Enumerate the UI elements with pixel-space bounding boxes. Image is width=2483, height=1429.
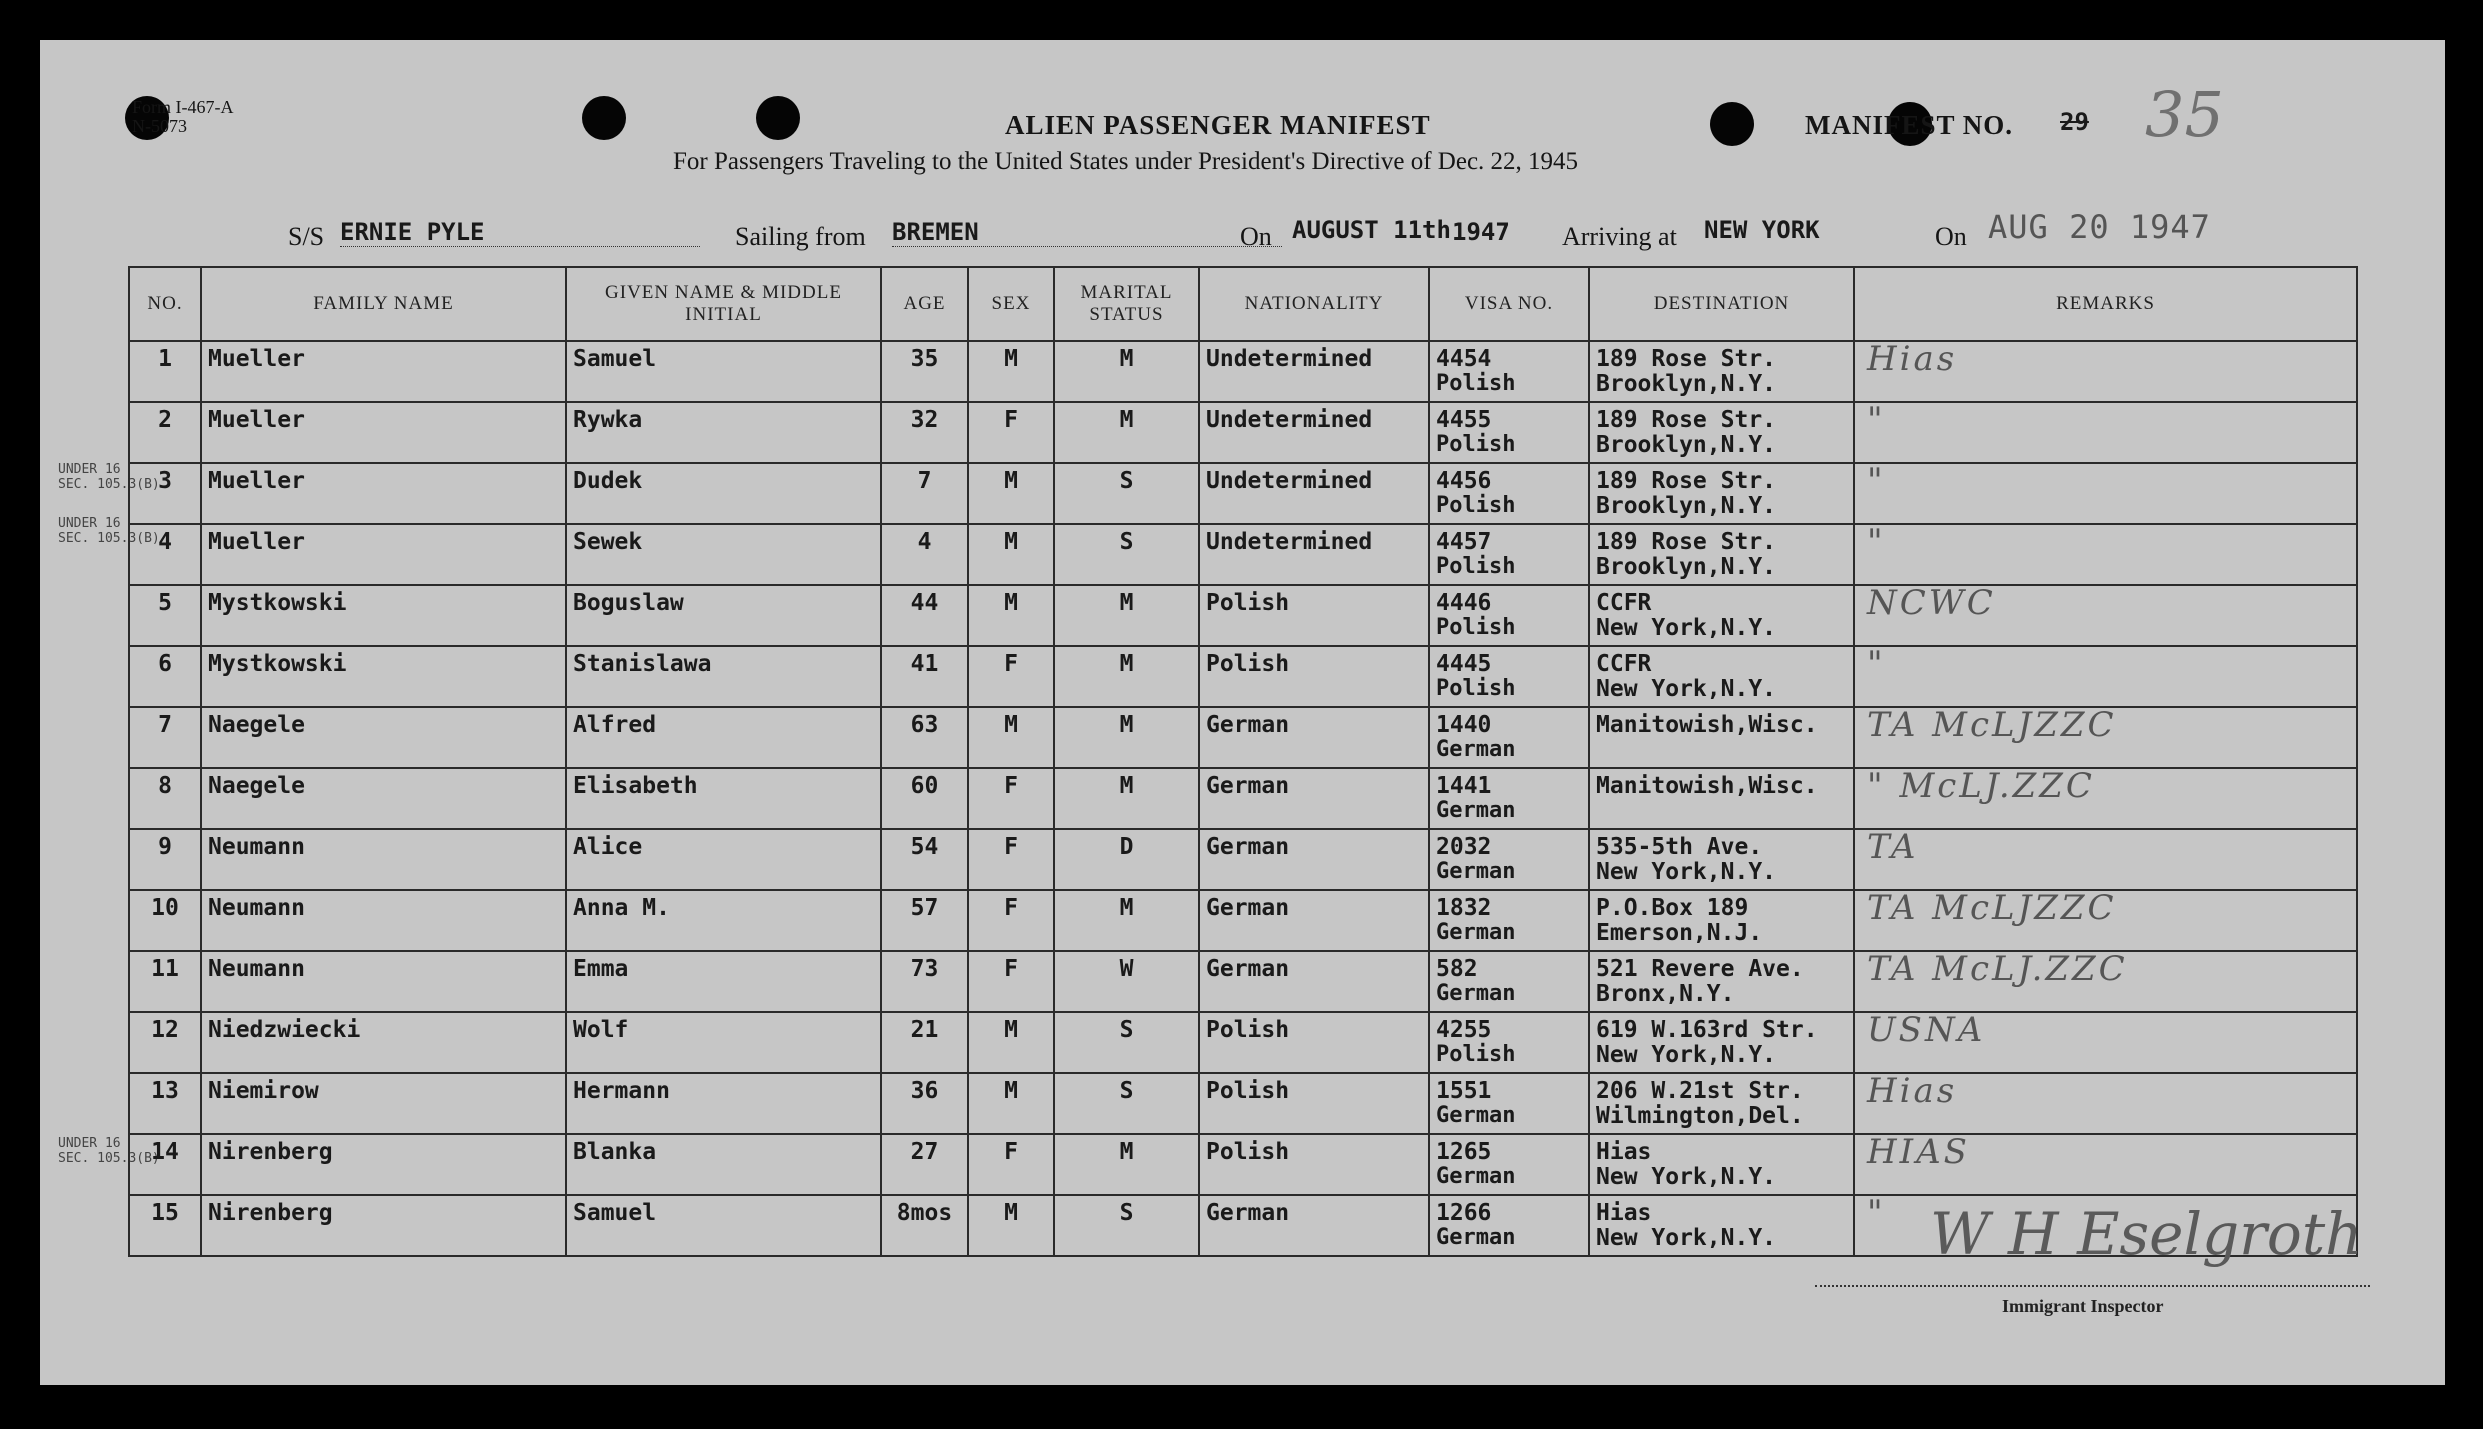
visa-nationality: German	[1436, 737, 1516, 762]
row-number-cell: 12	[129, 1012, 201, 1073]
destination-line-2: Brooklyn,N.Y.	[1596, 432, 1777, 458]
table-row	[129, 1134, 2357, 1195]
destination-line-1: 189 Rose Str.	[1596, 407, 1777, 433]
remarks-cell	[1854, 524, 2357, 585]
age-cell: 41	[881, 646, 968, 707]
visa-nationality: Polish	[1436, 493, 1516, 518]
sex-cell: M	[968, 1012, 1054, 1073]
destination-line-2: New York,N.Y.	[1596, 1225, 1777, 1251]
given-name-cell: Elisabeth	[566, 768, 881, 829]
destination-line-2: New York,N.Y.	[1596, 615, 1777, 641]
col-age: AGE	[881, 267, 968, 341]
manifest-no: 29	[2060, 108, 2089, 136]
age-cell: 7	[881, 463, 968, 524]
family-name-cell: Neumann	[201, 951, 566, 1012]
visa-nationality: German	[1436, 1103, 1516, 1128]
nationality-cell: Undetermined	[1199, 341, 1429, 402]
col-visa-no: VISA NO.	[1429, 267, 1589, 341]
col-no: NO.	[129, 267, 201, 341]
destination-line-1: Hias	[1596, 1139, 1652, 1165]
visa-no-cell	[1429, 524, 1589, 585]
manifest-no-handwritten: 35	[2145, 78, 2224, 151]
table-header	[129, 267, 2357, 341]
nationality-cell: Undetermined	[1199, 524, 1429, 585]
remarks-cell	[1854, 646, 2357, 707]
destination-line-1: Manitowish,Wisc.	[1596, 773, 1818, 799]
marital-status-cell: S	[1054, 524, 1199, 585]
table-row	[129, 341, 2357, 402]
sailing-from-label: Sailing from	[735, 222, 866, 251]
table-row	[129, 951, 2357, 1012]
destination-cell	[1589, 524, 1854, 585]
sex-cell: F	[968, 768, 1054, 829]
destination-line-2: Brooklyn,N.Y.	[1596, 371, 1777, 397]
family-name-cell: Nirenberg	[201, 1195, 566, 1256]
remarks-handwritten: TA McLJZZC	[1867, 890, 2117, 928]
visa-number: 4456	[1436, 468, 1492, 494]
punch-hole	[582, 96, 626, 140]
visa-no-cell	[1429, 1195, 1589, 1256]
destination-cell	[1589, 585, 1854, 646]
remarks-cell	[1854, 1134, 2357, 1195]
family-name-cell: Nirenberg	[201, 1134, 566, 1195]
visa-nationality: German	[1436, 798, 1516, 823]
nationality-cell: German	[1199, 829, 1429, 890]
sex-cell: F	[968, 951, 1054, 1012]
destination-line-1: 206 W.21st Str.	[1596, 1078, 1804, 1104]
destination-line-2: New York,N.Y.	[1596, 1164, 1777, 1190]
visa-number: 1551	[1436, 1078, 1492, 1104]
row-number-cell: 7	[129, 707, 201, 768]
punch-hole	[1710, 102, 1754, 146]
sex-cell: F	[968, 1134, 1054, 1195]
margin-stamp: UNDER 16 SEC. 105.3(B)	[58, 516, 160, 546]
arrival-on-label: On	[1935, 222, 1967, 251]
visa-number: 1266	[1436, 1200, 1492, 1226]
table-row	[129, 890, 2357, 951]
visa-no-cell	[1429, 707, 1589, 768]
marital-status-cell: M	[1054, 1134, 1199, 1195]
visa-nationality: German	[1436, 859, 1516, 884]
family-name-cell: Neumann	[201, 829, 566, 890]
remarks-handwritten: "	[1867, 402, 1886, 440]
destination-line-1: P.O.Box 189	[1596, 895, 1749, 921]
visa-no-cell	[1429, 890, 1589, 951]
marital-status-cell: M	[1054, 341, 1199, 402]
given-name-cell: Alice	[566, 829, 881, 890]
sex-cell: M	[968, 707, 1054, 768]
punch-hole	[756, 96, 800, 140]
marital-status-cell: D	[1054, 829, 1199, 890]
remarks-cell	[1854, 1073, 2357, 1134]
sex-cell: F	[968, 890, 1054, 951]
nationality-cell: Polish	[1199, 1134, 1429, 1195]
destination-line-1: 521 Revere Ave.	[1596, 956, 1804, 982]
destination-line-2: Brooklyn,N.Y.	[1596, 493, 1777, 519]
visa-no-cell	[1429, 951, 1589, 1012]
visa-no-cell	[1429, 768, 1589, 829]
col-given-name: GIVEN NAME & MIDDLE INITIAL	[566, 267, 881, 341]
remarks-handwritten: TA McLJ.ZZC	[1867, 951, 2128, 989]
remarks-handwritten: " McLJ.ZZC	[1867, 768, 2095, 806]
table-row	[129, 402, 2357, 463]
sex-cell: M	[968, 1195, 1054, 1256]
nationality-cell: Polish	[1199, 1012, 1429, 1073]
family-name-cell: Mystkowski	[201, 646, 566, 707]
destination-line-1: 189 Rose Str.	[1596, 468, 1777, 494]
remarks-handwritten: "	[1867, 1195, 1886, 1233]
given-name-cell: Samuel	[566, 341, 881, 402]
family-name-cell: Neumann	[201, 890, 566, 951]
family-name-cell: Naegele	[201, 768, 566, 829]
family-name-cell: Naegele	[201, 707, 566, 768]
visa-no-cell	[1429, 585, 1589, 646]
nationality-cell: German	[1199, 890, 1429, 951]
destination-line-2: New York,N.Y.	[1596, 859, 1777, 885]
nationality-cell: Polish	[1199, 1073, 1429, 1134]
destination-cell	[1589, 646, 1854, 707]
destination-cell	[1589, 1012, 1854, 1073]
visa-no-cell	[1429, 1134, 1589, 1195]
table-row	[129, 585, 2357, 646]
visa-no-cell	[1429, 646, 1589, 707]
sex-cell: M	[968, 585, 1054, 646]
row-number-cell: 2	[129, 402, 201, 463]
remarks-cell	[1854, 707, 2357, 768]
age-cell: 35	[881, 341, 968, 402]
age-cell: 57	[881, 890, 968, 951]
family-name-cell: Mystkowski	[201, 585, 566, 646]
passenger-table	[128, 266, 2358, 1257]
visa-number: 582	[1436, 956, 1478, 982]
remarks-handwritten: Hias	[1867, 341, 1958, 379]
row-number-cell: 10	[129, 890, 201, 951]
given-name-cell: Rywka	[566, 402, 881, 463]
visa-number: 4445	[1436, 651, 1492, 677]
destination-cell	[1589, 463, 1854, 524]
given-name-cell: Wolf	[566, 1012, 881, 1073]
age-cell: 36	[881, 1073, 968, 1134]
nationality-cell: Polish	[1199, 585, 1429, 646]
destination-cell	[1589, 341, 1854, 402]
destination-line-1: 189 Rose Str.	[1596, 529, 1777, 555]
visa-no-cell	[1429, 463, 1589, 524]
row-number-cell: 11	[129, 951, 201, 1012]
arriving-label: Arriving at	[1562, 222, 1677, 251]
destination-line-1: 535-5th Ave.	[1596, 834, 1763, 860]
visa-number: 2032	[1436, 834, 1492, 860]
visa-nationality: Polish	[1436, 1042, 1516, 1067]
table-row	[129, 463, 2357, 524]
marital-status-cell: S	[1054, 463, 1199, 524]
age-cell: 4	[881, 524, 968, 585]
visa-nationality: Polish	[1436, 615, 1516, 640]
sailing-year: 1947	[1452, 218, 1510, 246]
col-family-name: FAMILY NAME	[201, 267, 566, 341]
destination-cell	[1589, 402, 1854, 463]
remarks-handwritten: "	[1867, 524, 1886, 562]
destination-line-1: 189 Rose Str.	[1596, 346, 1777, 372]
sailing-on-label: On	[1240, 222, 1272, 251]
given-name-cell: Boguslaw	[566, 585, 881, 646]
col-destination: DESTINATION	[1589, 267, 1854, 341]
visa-nationality: Polish	[1436, 371, 1516, 396]
visa-nationality: Polish	[1436, 676, 1516, 701]
table-row	[129, 646, 2357, 707]
sex-cell: F	[968, 402, 1054, 463]
visa-no-cell	[1429, 402, 1589, 463]
visa-nationality: German	[1436, 1164, 1516, 1189]
family-name-cell: Mueller	[201, 402, 566, 463]
visa-number: 4455	[1436, 407, 1492, 433]
destination-cell	[1589, 890, 1854, 951]
sex-cell: M	[968, 341, 1054, 402]
nationality-cell: German	[1199, 1195, 1429, 1256]
destination-line-2: Wilmington,Del.	[1596, 1103, 1804, 1129]
age-cell: 44	[881, 585, 968, 646]
table-row	[129, 1073, 2357, 1134]
row-number-cell: 5	[129, 585, 201, 646]
given-name-cell: Alfred	[566, 707, 881, 768]
visa-number: 1440	[1436, 712, 1492, 738]
nationality-cell: German	[1199, 768, 1429, 829]
visa-nationality: German	[1436, 981, 1516, 1006]
table-row	[129, 707, 2357, 768]
col-marital-status: MARITAL STATUS	[1054, 267, 1199, 341]
destination-cell	[1589, 951, 1854, 1012]
given-name-cell: Anna M.	[566, 890, 881, 951]
remarks-cell	[1854, 768, 2357, 829]
remarks-handwritten: HIAS	[1867, 1134, 1970, 1172]
row-number-cell: 14	[129, 1134, 201, 1195]
sex-cell: M	[968, 1073, 1054, 1134]
visa-number: 1832	[1436, 895, 1492, 921]
remarks-handwritten: Hias	[1867, 1073, 1958, 1111]
given-name-cell: Stanislawa	[566, 646, 881, 707]
row-number-cell: 1	[129, 341, 201, 402]
marital-status-cell: M	[1054, 707, 1199, 768]
inspector-signature: W H Eselgroth	[1930, 1200, 2363, 1268]
destination-cell	[1589, 829, 1854, 890]
marital-status-cell: W	[1054, 951, 1199, 1012]
destination-cell	[1589, 707, 1854, 768]
remarks-cell	[1854, 463, 2357, 524]
family-name-cell: Mueller	[201, 341, 566, 402]
row-number-cell: 8	[129, 768, 201, 829]
visa-no-cell	[1429, 341, 1589, 402]
col-sex: SEX	[968, 267, 1054, 341]
marital-status-cell: S	[1054, 1012, 1199, 1073]
sex-cell: M	[968, 524, 1054, 585]
visa-nationality: German	[1436, 920, 1516, 945]
visa-number: 4255	[1436, 1017, 1492, 1043]
remarks-cell	[1854, 890, 2357, 951]
remarks-cell	[1854, 402, 2357, 463]
destination-cell	[1589, 1073, 1854, 1134]
remarks-cell	[1854, 1012, 2357, 1073]
col-remarks: REMARKS	[1854, 267, 2357, 341]
row-number-cell: 4	[129, 524, 201, 585]
marital-status-cell: M	[1054, 890, 1199, 951]
family-name-cell: Mueller	[201, 524, 566, 585]
given-name-cell: Dudek	[566, 463, 881, 524]
col-nationality: NATIONALITY	[1199, 267, 1429, 341]
family-name-cell: Niemirow	[201, 1073, 566, 1134]
destination-line-2: New York,N.Y.	[1596, 676, 1777, 702]
visa-number: 4446	[1436, 590, 1492, 616]
visa-nationality: Polish	[1436, 554, 1516, 579]
visa-no-cell	[1429, 829, 1589, 890]
destination-cell	[1589, 1195, 1854, 1256]
remarks-handwritten: TA	[1867, 829, 1919, 867]
sex-cell: F	[968, 646, 1054, 707]
visa-number: 4457	[1436, 529, 1492, 555]
remarks-cell	[1854, 951, 2357, 1012]
remarks-handwritten: "	[1867, 646, 1886, 684]
margin-stamp: UNDER 16 SEC. 105.3(B)	[58, 462, 160, 492]
inspector-label: Immigrant Inspector	[2002, 1296, 2164, 1316]
given-name-cell: Hermann	[566, 1073, 881, 1134]
arrival-date-stamp: AUG 20 1947	[1988, 208, 2211, 246]
marital-status-cell: M	[1054, 402, 1199, 463]
nationality-cell: Undetermined	[1199, 463, 1429, 524]
destination-line-2: New York,N.Y.	[1596, 1042, 1777, 1068]
destination-line-1: Manitowish,Wisc.	[1596, 712, 1818, 738]
sailing-date: AUGUST 11th	[1292, 216, 1451, 244]
marital-status-cell: M	[1054, 585, 1199, 646]
destination-line-2: Emerson,N.J.	[1596, 920, 1763, 946]
given-name-cell: Emma	[566, 951, 881, 1012]
marital-status-cell: S	[1054, 1195, 1199, 1256]
marital-status-cell: M	[1054, 768, 1199, 829]
sailing-from: BREMEN	[892, 218, 1282, 247]
destination-cell	[1589, 768, 1854, 829]
table-row	[129, 524, 2357, 585]
page-title: ALIEN PASSENGER MANIFEST	[1005, 110, 1431, 140]
margin-stamp: UNDER 16 SEC. 105.3(B)	[58, 1136, 160, 1166]
row-number-cell: 13	[129, 1073, 201, 1134]
destination-cell	[1589, 1134, 1854, 1195]
nationality-cell: German	[1199, 707, 1429, 768]
nationality-cell: Undetermined	[1199, 402, 1429, 463]
table-row	[129, 768, 2357, 829]
remarks-handwritten: TA McLJZZC	[1867, 707, 2117, 745]
remarks-cell	[1854, 829, 2357, 890]
visa-no-cell	[1429, 1012, 1589, 1073]
sex-cell: F	[968, 829, 1054, 890]
age-cell: 21	[881, 1012, 968, 1073]
visa-number: 1265	[1436, 1139, 1492, 1165]
remarks-handwritten: USNA	[1867, 1012, 1986, 1050]
ship-label: S/S	[288, 222, 325, 251]
remarks-cell	[1854, 341, 2357, 402]
visa-nationality: Polish	[1436, 432, 1516, 457]
remarks-cell	[1854, 585, 2357, 646]
family-name-cell: Mueller	[201, 463, 566, 524]
visa-nationality: German	[1436, 1225, 1516, 1250]
destination-line-1: Hias	[1596, 1200, 1652, 1226]
given-name-cell: Sewek	[566, 524, 881, 585]
destination-line-1: CCFR	[1596, 590, 1652, 616]
sex-cell: M	[968, 463, 1054, 524]
destination-line-1: CCFR	[1596, 651, 1652, 677]
age-cell: 54	[881, 829, 968, 890]
table-row	[129, 1012, 2357, 1073]
arriving-at: NEW YORK	[1704, 216, 1820, 244]
age-cell: 73	[881, 951, 968, 1012]
row-number-cell: 6	[129, 646, 201, 707]
given-name-cell: Samuel	[566, 1195, 881, 1256]
given-name-cell: Blanka	[566, 1134, 881, 1195]
remarks-handwritten: NCWC	[1867, 585, 1996, 623]
age-cell: 60	[881, 768, 968, 829]
marital-status-cell: M	[1054, 646, 1199, 707]
age-cell: 27	[881, 1134, 968, 1195]
destination-line-1: 619 W.163rd Str.	[1596, 1017, 1818, 1043]
destination-line-2: Brooklyn,N.Y.	[1596, 554, 1777, 580]
visa-number: 4454	[1436, 346, 1492, 372]
manifest-no-label: MANIFEST NO.	[1805, 110, 2014, 140]
signature-line	[1815, 1285, 2370, 1287]
row-number-cell: 15	[129, 1195, 201, 1256]
age-cell: 63	[881, 707, 968, 768]
remarks-handwritten: "	[1867, 463, 1886, 501]
destination-line-2: Bronx,N.Y.	[1596, 981, 1735, 1007]
visa-number: 1441	[1436, 773, 1492, 799]
ship-name: ERNIE PYLE	[340, 218, 700, 247]
age-cell: 32	[881, 402, 968, 463]
row-number-cell: 3	[129, 463, 201, 524]
family-name-cell: Niedzwiecki	[201, 1012, 566, 1073]
row-number-cell: 9	[129, 829, 201, 890]
table-row	[129, 829, 2357, 890]
visa-no-cell	[1429, 1073, 1589, 1134]
age-cell: 8mos	[881, 1195, 968, 1256]
nationality-cell: Polish	[1199, 646, 1429, 707]
page-subtitle: For Passengers Traveling to the United States under President's Directive of Dec. 22, 1945	[673, 148, 1579, 175]
nationality-cell: German	[1199, 951, 1429, 1012]
form-code: Form I-467-A N-5073	[132, 97, 234, 136]
marital-status-cell: S	[1054, 1073, 1199, 1134]
